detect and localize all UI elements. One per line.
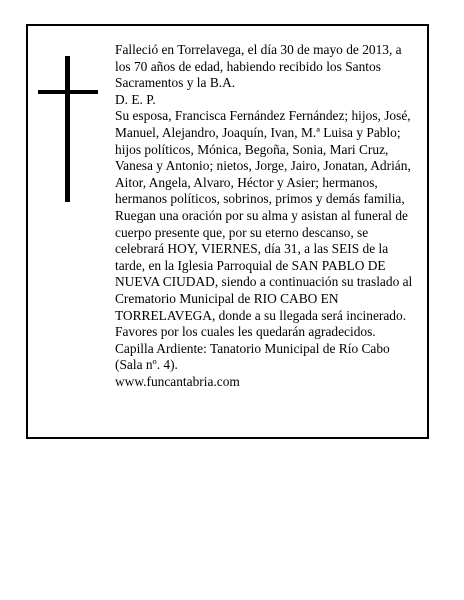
notice-line-crematorium: TORRELAVEGA, donde a su llegada será incinerado. xyxy=(115,307,407,323)
cross-vertical-bar xyxy=(65,56,70,202)
notice-line-family: hermanos políticos, sobrinos, primos y demás familia, xyxy=(115,191,405,207)
notice-line-thanks: Favores por los cuales les quedarán agradecidos. xyxy=(115,324,376,340)
notice-line-dep: D. E. P. xyxy=(115,91,156,107)
obituary-notice xyxy=(26,24,429,439)
notice-line-funeral: cuerpo presente que, por su eterno descanso, se xyxy=(115,224,369,240)
notice-line-family: Su esposa, Francisca Fernández Fernández; hijos, José, xyxy=(115,108,411,124)
notice-line-chapel: Capilla Ardiente: Tanatorio Municipal de Río Cabo xyxy=(115,340,390,356)
notice-line-website: www.funcantabria.com xyxy=(115,373,240,389)
notice-line-chapel: (Sala nº. 4). xyxy=(115,357,178,373)
notice-line-family: Aitor, Angela, Alvaro, Héctor y Asier; hermanos, xyxy=(115,174,378,190)
notice-line-crematorium: Crematorio Municipal de RIO CABO EN xyxy=(115,290,339,306)
notice-line-age: los 70 años de edad, habiendo recibido los Santos xyxy=(115,58,381,74)
notice-line-death: Falleció en Torrelavega, el día 30 de mayo de 2013, a xyxy=(115,42,402,57)
notice-line-funeral: Ruegan una oración por su alma y asistan al funeral de xyxy=(115,207,409,223)
cross-icon xyxy=(38,56,98,202)
notice-text-block xyxy=(115,42,421,390)
notice-line-funeral: tarde, en la Iglesia Parroquial de SAN PABLO DE xyxy=(115,257,386,273)
notice-line-funeral: celebrará HOY, VIERNES, día 31, a las SEIS de la xyxy=(115,241,389,257)
cross-horizontal-bar xyxy=(38,90,98,94)
notice-line-funeral: NUEVA CIUDAD, siendo a continuación su traslado al xyxy=(115,274,413,290)
notice-line-sacraments: Sacramentos y la B.A. xyxy=(115,75,236,91)
notice-line-family: hijos políticos, Mónica, Begoña, Sonia, Mari Cruz, xyxy=(115,141,389,157)
notice-line-family: Manuel, Alejandro, Joaquín, Ivan, M.ª Luisa y Pablo; xyxy=(115,124,401,140)
notice-line-family: Vanesa y Antonio; nietos, Jorge, Jairo, Jonatan, Adrián, xyxy=(115,158,411,174)
